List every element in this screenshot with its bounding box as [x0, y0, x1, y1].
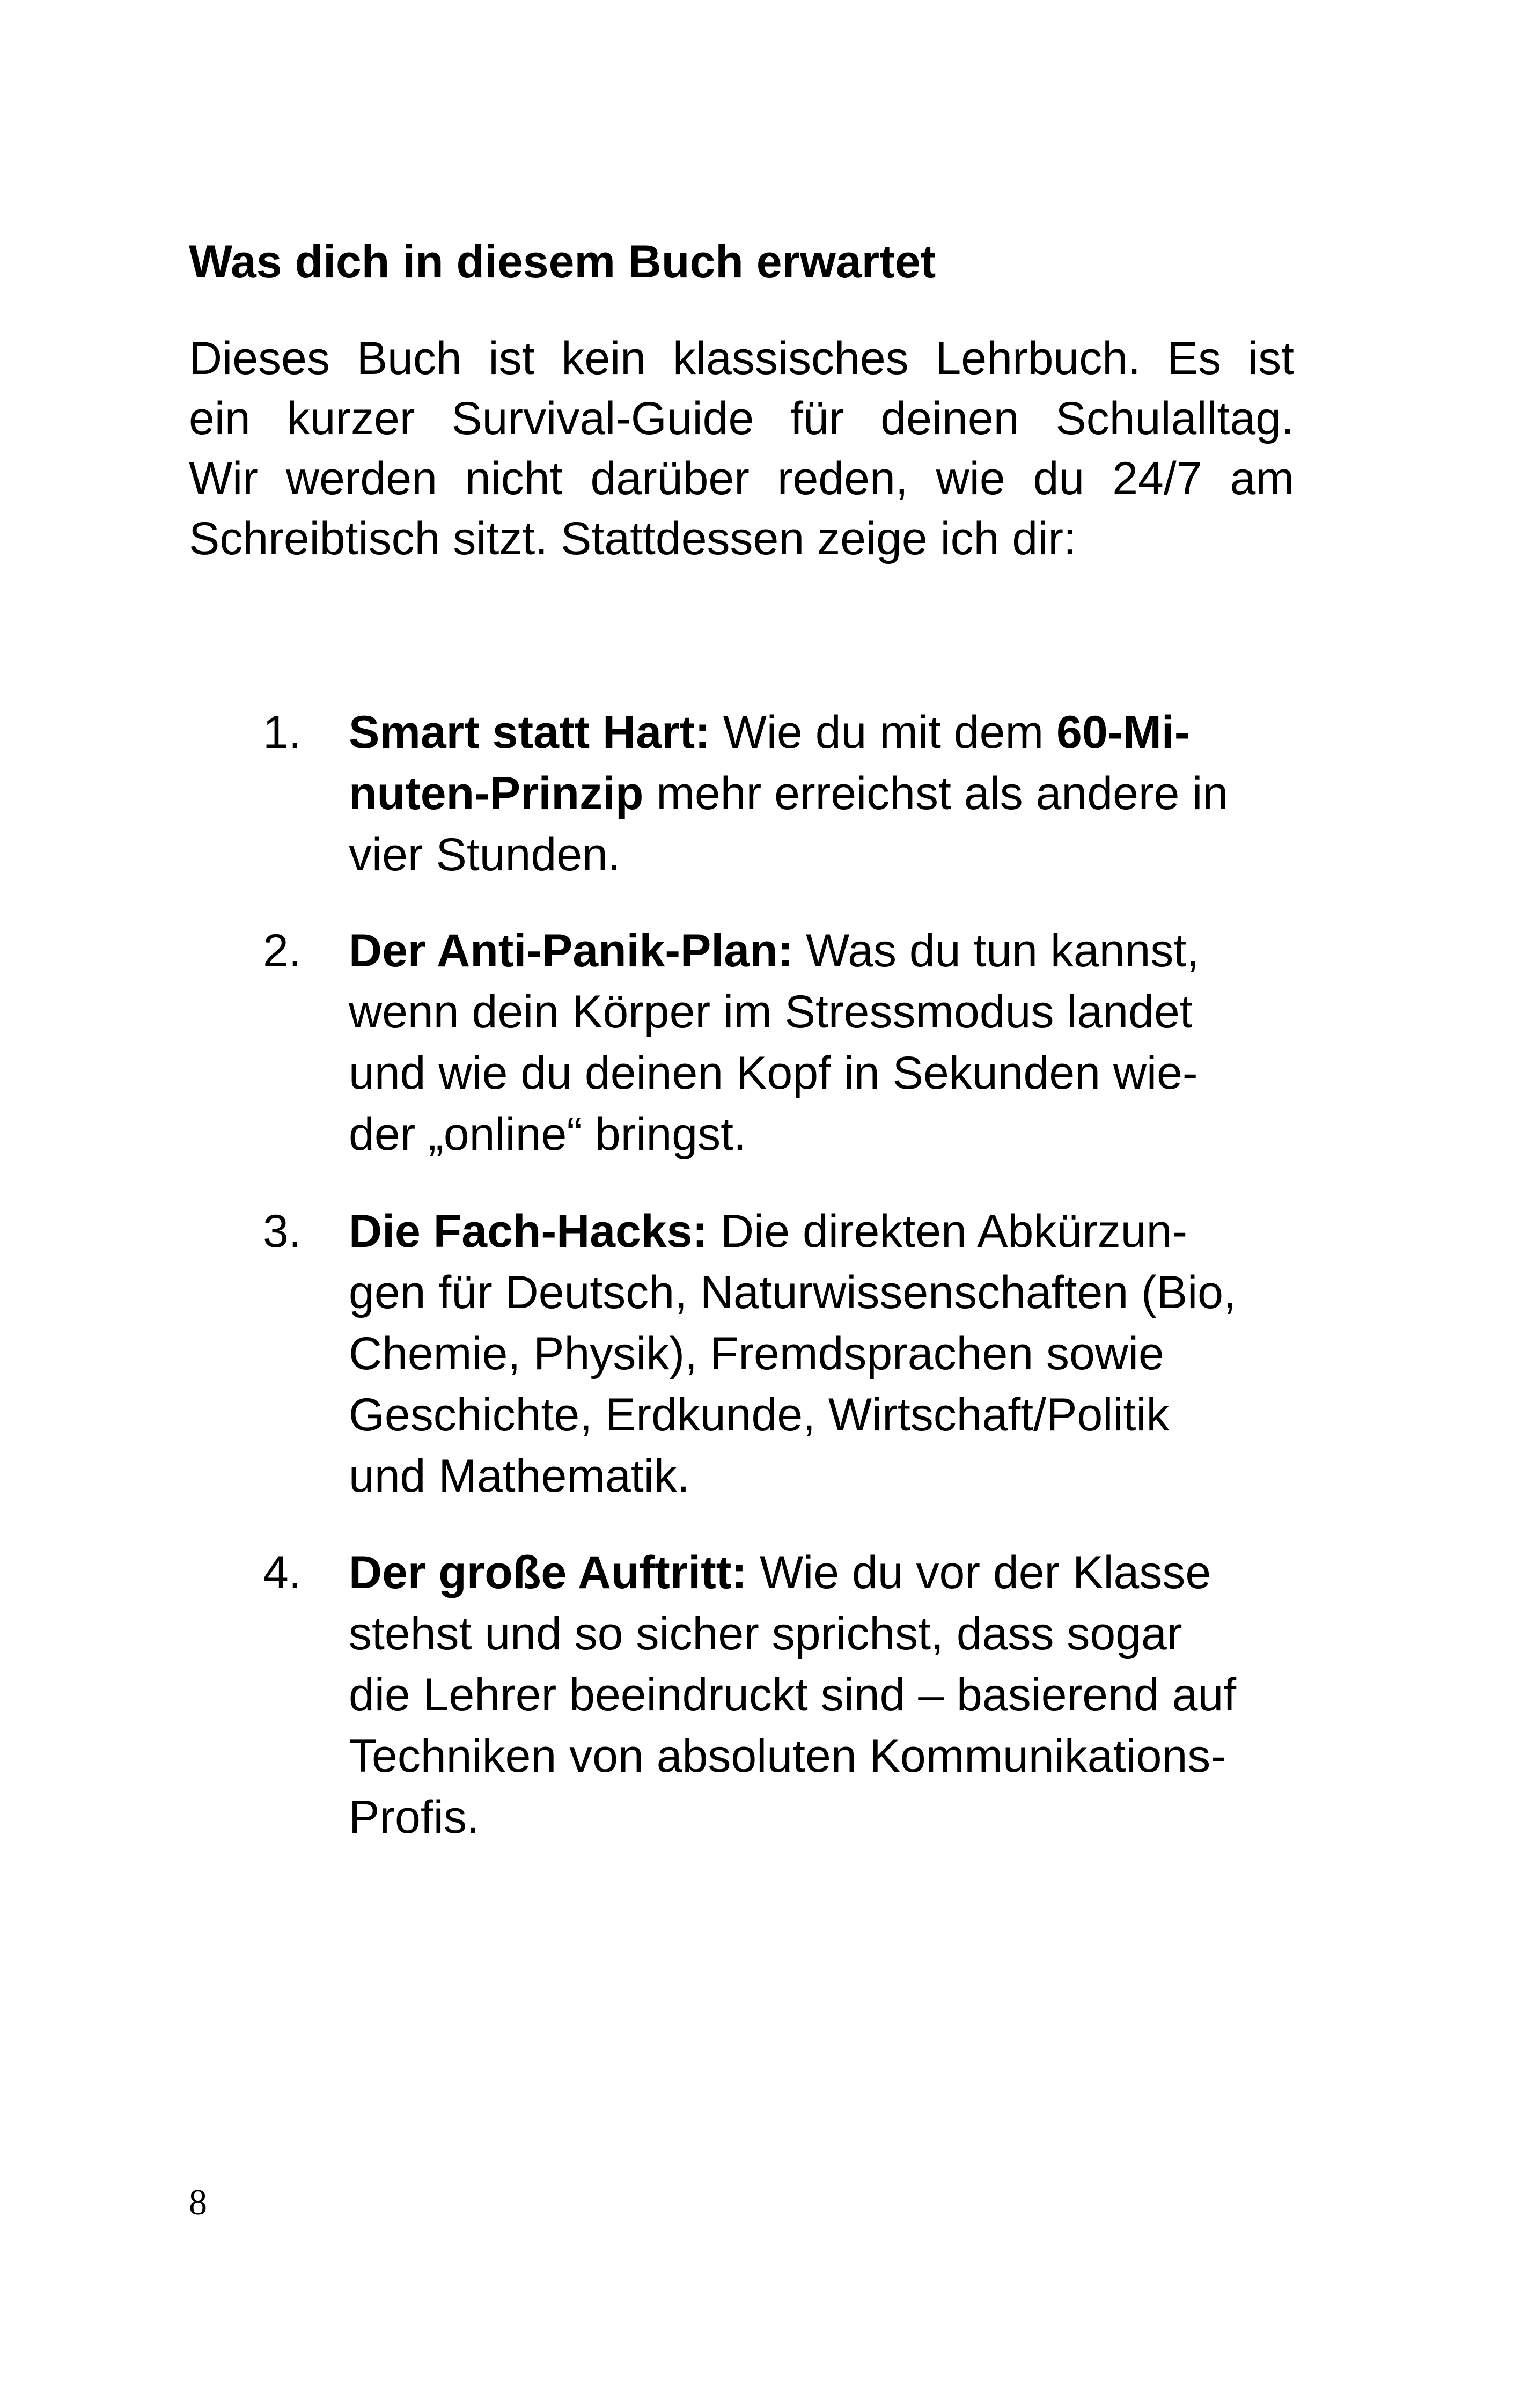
list-line: der „online“ bringst. [349, 1108, 746, 1160]
list-line: Techniken von absoluten Kommunikations- [349, 1730, 1226, 1782]
intro-line: Wir werden nicht darüber reden, wie du 24/7 am [189, 453, 1294, 504]
list-text: mehr erreichst als andere in [643, 768, 1229, 819]
section-heading: Was dich in diesem Buch erwartet [189, 236, 936, 288]
list-item-title: Der große Auftritt: [349, 1547, 747, 1598]
list-number: 1. [263, 707, 302, 758]
intro-paragraph [189, 328, 1294, 569]
list-emphasis: 60-Mi- [1056, 707, 1190, 758]
list-line: vier Stunden. [349, 829, 621, 880]
list-line [349, 763, 1314, 824]
list-line [349, 702, 1314, 763]
list-line: stehst und so sicher sprichst, dass sogar [349, 1608, 1182, 1660]
list-number: 4. [263, 1547, 302, 1598]
list-line [349, 1542, 1314, 1603]
list-line: Geschichte, Erdkunde, Wirtschaft/Politik [349, 1389, 1170, 1441]
list-item-title: Smart statt Hart: [349, 707, 710, 758]
list-text: Was du tun kannst, [793, 925, 1200, 977]
page-number: 8 [189, 2182, 207, 2222]
list-item-text [349, 702, 1314, 885]
list-item-text [349, 1542, 1314, 1848]
list-line: und Mathematik. [349, 1450, 690, 1502]
list-line: die Lehrer beeindruckt sind – basierend auf [349, 1669, 1237, 1721]
list-line [349, 1201, 1314, 1262]
list-text: Wie du mit dem [710, 707, 1056, 758]
list-item-title: Der Anti-Panik-Plan: [349, 925, 793, 977]
intro-line: Schreibtisch sitzt. Stattdessen zeige ich dir: [189, 513, 1076, 564]
intro-line: ein kurzer Survival-Guide für deinen Schulalltag. [189, 393, 1294, 444]
list-line [349, 920, 1314, 981]
list-text: Die direkten Abkürzun- [708, 1206, 1188, 1257]
intro-line: Dieses Buch ist kein klassisches Lehrbuch. Es ist [189, 333, 1294, 384]
list-emphasis: nuten-Prinzip [349, 768, 644, 819]
list-number: 2. [263, 925, 302, 977]
list-item-title: Die Fach-Hacks: [349, 1206, 708, 1257]
list-item-text [349, 1201, 1314, 1507]
list-item-text [349, 920, 1314, 1165]
list-number: 3. [263, 1206, 302, 1257]
list-line: gen für Deutsch, Naturwissenschaften (Bio, [349, 1267, 1236, 1318]
list-line: Chemie, Physik), Fremdsprachen sowie [349, 1328, 1164, 1379]
list-text: Wie du vor der Klasse [747, 1547, 1211, 1598]
list-line: wenn dein Körper im Stressmodus landet [349, 986, 1193, 1038]
list-line: und wie du deinen Kopf in Sekunden wie- [349, 1047, 1198, 1099]
list-line: Profis. [349, 1792, 480, 1843]
